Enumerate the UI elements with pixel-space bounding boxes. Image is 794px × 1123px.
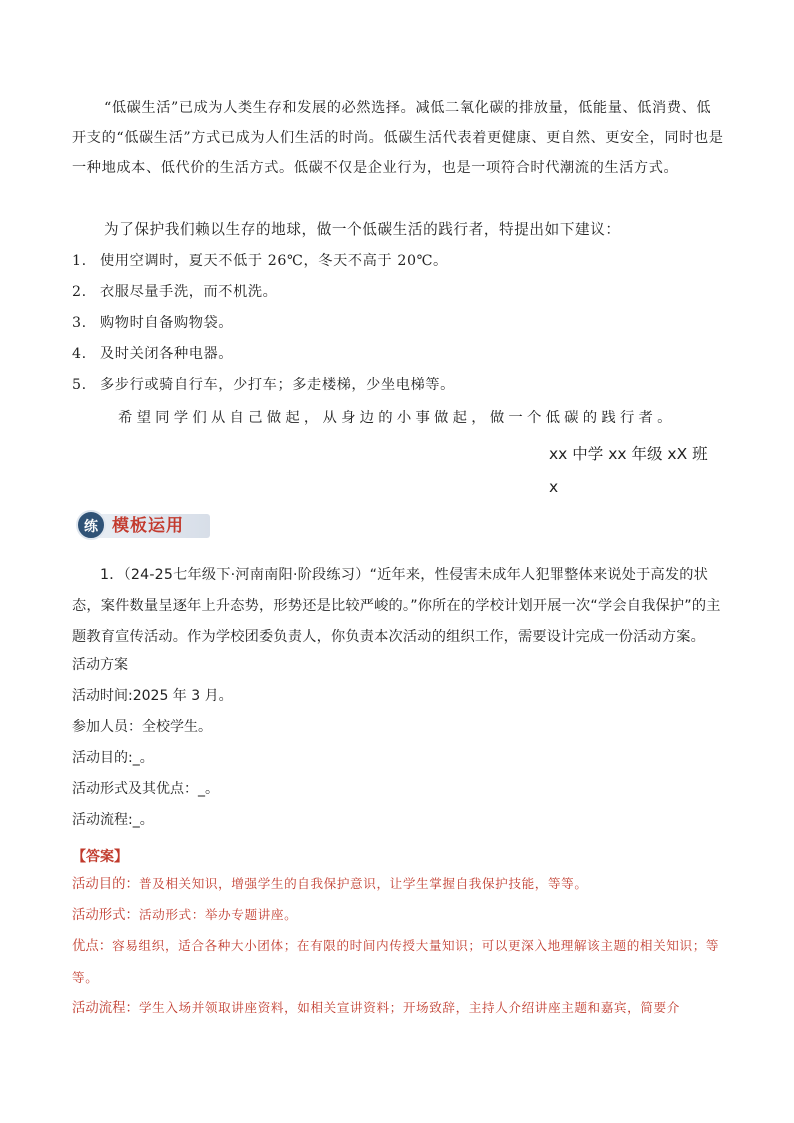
- closing-wish: 希望同学们从自己做起，从身边的小事做起，做一个低碳的践行者。: [118, 410, 676, 426]
- list-item: 3. 购物时自备购物袋。: [72, 315, 234, 331]
- list-item: 2. 衣服尽量手洗，而不机洗。: [72, 284, 278, 300]
- answer-item: 活动形式：活动形式：举办专题讲座。: [72, 907, 298, 923]
- plan-process: 活动流程:_。: [72, 812, 154, 828]
- question-text: 1．（24-25七年级下·河南南阳·阶段练习）“近年来，性侵害未成年人犯罪整体来说处于高发的状态，案件数量呈逐年上升态势，形势还是比较严峻的。”你所在的学校计划开展一次“学会自我保护”的主题教育宣传活动。作为学校团委负责人，你负责本次活动的组织工作，需要设计完成一份活动方案。: [72, 567, 721, 645]
- banner-title: 模板运用: [112, 516, 184, 536]
- plan-purpose: 活动目的:_。: [72, 750, 154, 766]
- suggestion-intro: 为了保护我们赖以生存的地球，做一个低碳生活的践行者，特提出如下建议：: [104, 221, 621, 238]
- plan-form: 活动形式及其优点：_。: [72, 781, 219, 797]
- answer-label: 【答案】: [72, 849, 128, 865]
- list-item: 1. 使用空调时，夏天不低于 26℃，冬天不高于 20℃。: [72, 253, 448, 269]
- plan-title: 活动方案: [72, 657, 128, 673]
- list-item: 4. 及时关闭各种电器。: [72, 346, 234, 362]
- answer-item: 活动流程：学生入场并领取讲座资料，如相关宣讲资料；开场致辞，主持人介绍讲座主题和嘉宾，简要介: [72, 1000, 680, 1016]
- answer-item: 优点：容易组织，适合各种大小团体；在有限的时间内传授大量知识；可以更深入地理解该主题的相关知识；等等。: [72, 938, 720, 985]
- answer-item: 活动目的：普及相关知识，增强学生的自我保护意识，让学生掌握自我保护技能，等等。: [72, 876, 588, 892]
- practice-icon: 练: [76, 510, 106, 540]
- plan-participants: 参加人员：全校学生。: [72, 719, 212, 735]
- signature: [549, 438, 729, 504]
- signature-line: x: [549, 478, 559, 496]
- section-banner: [76, 510, 210, 542]
- signature-line: xx 中学 xx 年级 xX 班: [549, 445, 708, 463]
- suggestion-list: [72, 246, 724, 401]
- plan-time: 活动时间:2025 年 3 月。: [72, 688, 233, 704]
- intro-paragraph: “低碳生活”已成为人类生存和发展的必然选择。减低二氧化碳的排放量，低能量、低消费、低开支的“低碳生活”方式已成为人们生活的时尚。低碳生活代表着更健康、更自然、更安全，同时也是一种地成本、低代价的生活方式。低碳不仅是企业行为，也是一项符合时代潮流的生活方式。: [72, 100, 724, 176]
- list-item: 5. 多步行或骑自行车，少打车；多走楼梯，少坐电梯等。: [72, 377, 455, 393]
